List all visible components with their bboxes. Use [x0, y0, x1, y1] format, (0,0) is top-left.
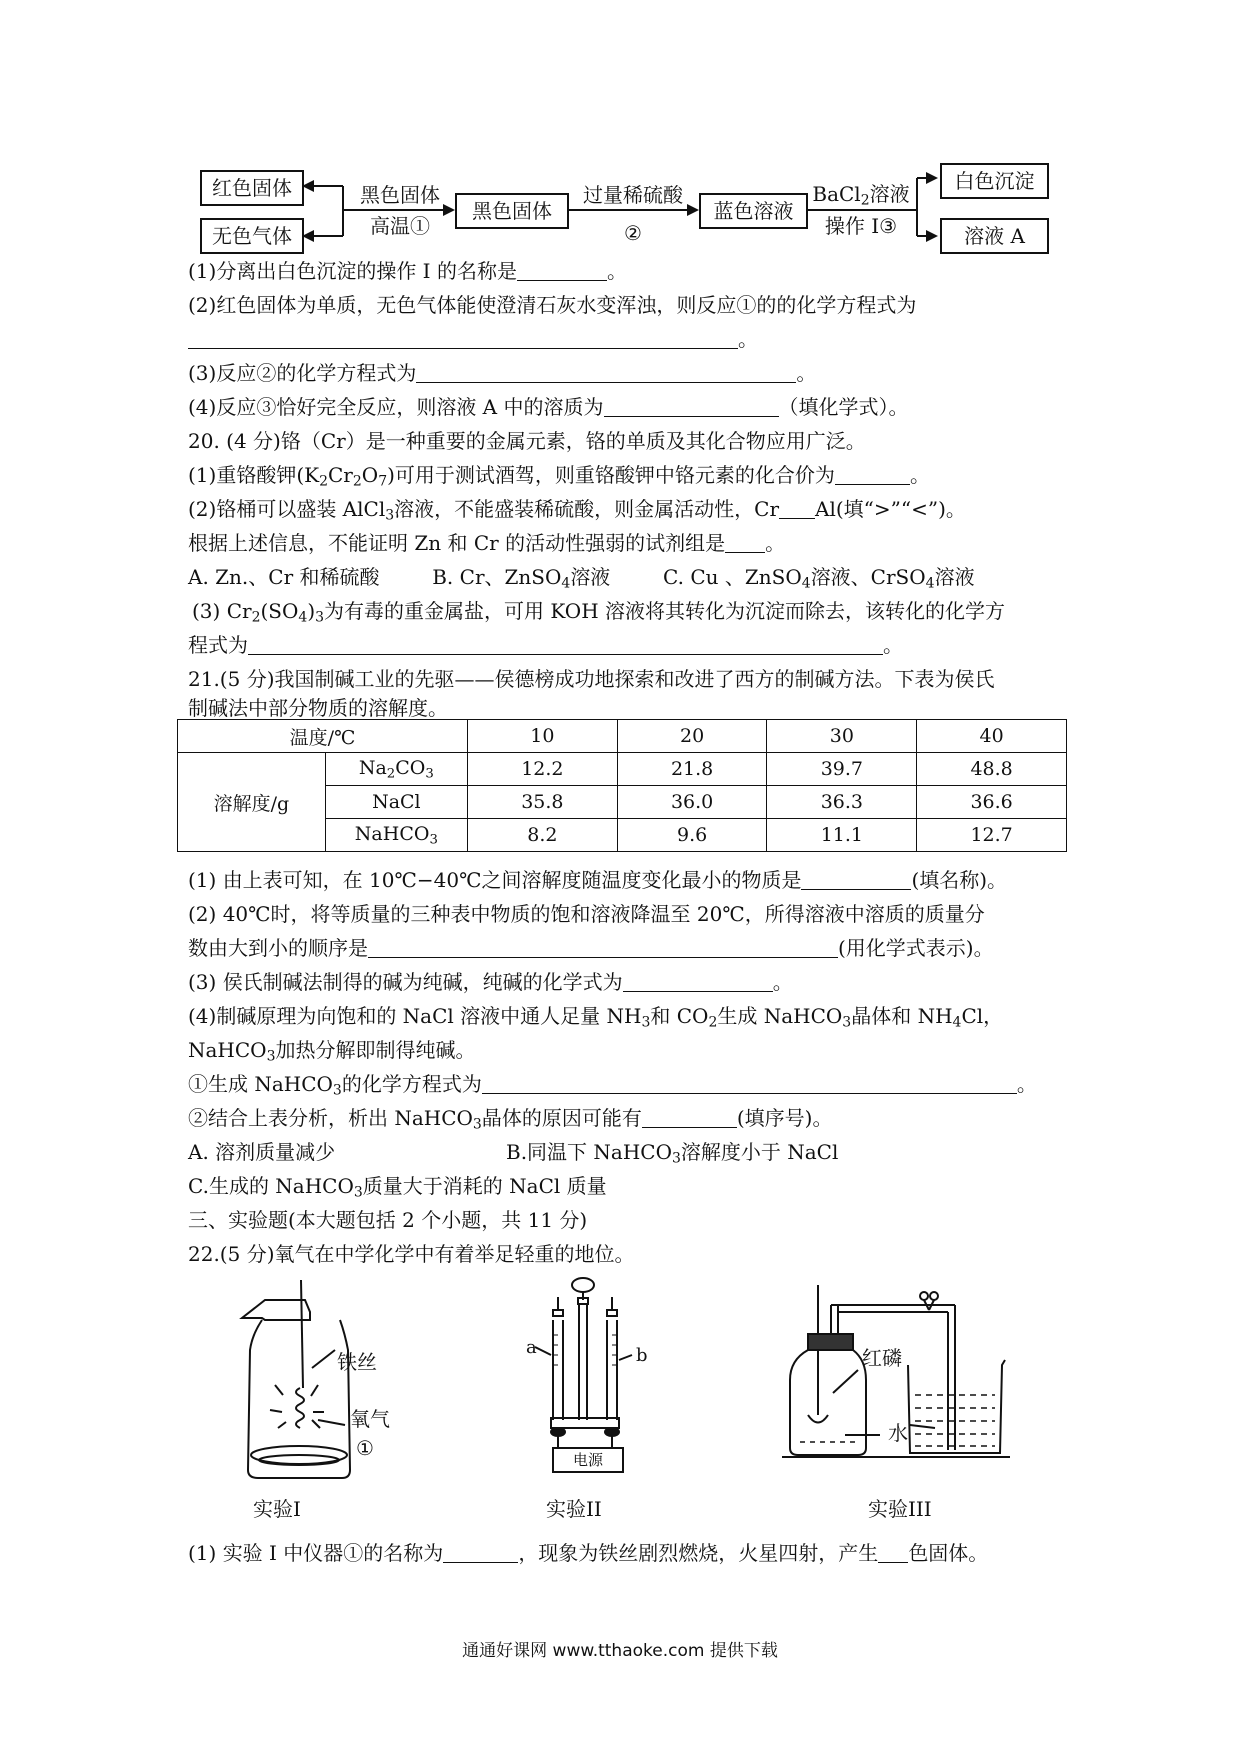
value-cell: 21.8 [617, 753, 767, 786]
q19-p2-blank[interactable] [188, 328, 738, 349]
q21-option-b-sub: 3 [671, 1150, 681, 1167]
q20-p1-sub2b: 2 [352, 473, 362, 490]
section-3-text: 三、实验题(本大题包括 2 个小题，共 11 分) [188, 1208, 588, 1232]
high-temp-label: 高温① [370, 214, 430, 238]
value-cell: 36.3 [767, 786, 917, 819]
q20-option-c-c: 溶液 [934, 565, 975, 589]
q20-p3-end: 。 [883, 633, 903, 657]
q21-p2-line2 [188, 934, 994, 962]
q20-p2a: (2)铬桶可以盛装 AlCl [188, 497, 386, 521]
exp3-phosphorus-label: 红磷 [862, 1346, 902, 1370]
q21-p3-text: (3) 侯氏制碱法制得的碱为纯碱，纯碱的化学式为 [188, 970, 623, 994]
red-solid-box: 红色固体 [200, 170, 304, 206]
black-solid-label: 黑色固体 [360, 183, 440, 207]
exp1-oxygen-label: 氧气 [350, 1407, 390, 1431]
exp2-label-b: b [636, 1345, 648, 1366]
q20-p2-line2-end: 。 [765, 531, 786, 555]
q21-p4-sub1: 3 [641, 1014, 651, 1031]
q21-p4 [188, 1002, 1003, 1037]
bacl2-text: BaCl [812, 182, 861, 206]
value-cell: 39.7 [767, 753, 917, 786]
q19-p1-text: (1)分离出白色沉淀的操作 I 的名称是 [188, 259, 517, 283]
q20-p1-end: 。 [909, 463, 930, 487]
exp2-label-a: a [526, 1337, 537, 1358]
q20-p1 [188, 461, 930, 496]
q21-p4-q2-end: (填序号)。 [736, 1106, 833, 1130]
q20-option-b-sub: 4 [561, 575, 571, 592]
q20-p2c: Al(填“>”“<”)。 [815, 497, 966, 521]
q20-option-c-a: C. Cu 、ZnSO [663, 565, 802, 589]
q21-p3-blank[interactable] [623, 971, 773, 992]
q21-p4c: 生成 NaHCO [717, 1004, 843, 1028]
q21-p4-q1-sub: 3 [332, 1082, 342, 1099]
q21-p4-line2a: NaHCO [188, 1038, 267, 1062]
q21-title2-text: 制碱法中部分物质的溶解度。 [188, 696, 448, 720]
q21-p4-q2-sub: 3 [472, 1116, 482, 1133]
substance-cell: NaCl [325, 786, 467, 819]
q21-p4-line2-sub: 3 [266, 1048, 276, 1065]
op3-label: 操作 I③ [824, 214, 898, 238]
q20-p3-sub4: 4 [298, 609, 308, 626]
value-cell: 35.8 [468, 786, 618, 819]
q19-p2 [188, 291, 916, 319]
q21-title2 [188, 694, 448, 722]
q21-p4-sub3: 3 [842, 1014, 852, 1031]
bacl2-suffix: 溶液 [869, 182, 910, 206]
q21-p4-q2-blank[interactable] [642, 1107, 737, 1128]
value-cell: 36.6 [917, 786, 1067, 819]
temp-cell: 20 [617, 720, 767, 753]
q20-p3 [192, 597, 1005, 632]
section-3-heading [188, 1206, 587, 1234]
q19-p3-end: 。 [796, 361, 817, 385]
q19-p1 [188, 257, 627, 285]
q20-p2-line2-blank[interactable] [725, 532, 765, 553]
bacl2-sub: 2 [860, 192, 870, 209]
excess-acid-label: 过量稀硫酸 [583, 183, 683, 207]
q21-p1-blank[interactable] [801, 869, 911, 890]
table-header-row [178, 720, 1067, 753]
black-solid-box: 黑色固体 [455, 193, 569, 229]
q20-p1-sub7: 7 [378, 473, 388, 490]
q19-p2-end: 。 [738, 327, 758, 351]
q19-p4-end: （填化学式）。 [778, 395, 909, 419]
q20-p1c: O [361, 463, 379, 487]
exp3-caption: 实验III [868, 1497, 932, 1521]
colorless-gas-box: 无色气体 [200, 218, 304, 254]
step2-label: ② [624, 221, 642, 245]
q22-p1 [188, 1539, 988, 1567]
exp3-water-label: 水 [888, 1421, 908, 1445]
q21-p4-q1 [188, 1070, 1037, 1105]
q21-p4-q2a: ②结合上表分析，析出 NaHCO [188, 1106, 473, 1130]
q21-p4-q1b: 的化学方程式为 [341, 1072, 482, 1096]
q21-title-text: 21.(5 分)我国制碱工业的先驱——侯德榜成功地探索和改进了西方的制碱方法。下表为侯氏 [188, 667, 995, 691]
q20-p1-blank[interactable] [835, 464, 910, 485]
q22-p1-blank1[interactable] [443, 1542, 518, 1563]
value-cell: 48.8 [917, 753, 1067, 786]
q22-p1-blank2[interactable] [878, 1542, 908, 1563]
temp-header-cell: 温度/℃ [178, 720, 468, 753]
exp1-bottle-drawing [242, 1280, 350, 1478]
temp-cell: 40 [917, 720, 1067, 753]
solubility-label-cell: 溶解度/g [178, 753, 326, 852]
q22-p1-mid: ，现象为铁丝剧烈燃烧，火星四射，产生 [518, 1541, 879, 1565]
q20-p3-sub3: 3 [315, 609, 325, 626]
q20-p2-line2 [188, 529, 785, 557]
temp-cell: 10 [468, 720, 618, 753]
q22-title-text: 22.(5 分)氧气在中学化学中有着举足轻重的地位。 [188, 1242, 635, 1266]
q20-p2-sub3: 3 [385, 507, 395, 524]
q21-options-ab [188, 1138, 838, 1173]
exp2-caption: 实验II [546, 1497, 602, 1521]
q21-p2 [188, 900, 985, 928]
q20-p3-sub2: 2 [251, 609, 261, 626]
q22-p1-text: (1) 实验 I 中仪器①的名称为 [188, 1541, 444, 1565]
temp-cell: 30 [767, 720, 917, 753]
q21-p4-q1-blank[interactable] [482, 1073, 1017, 1094]
page-footer: 通通好课网 www.tthaoke.com 提供下载 [462, 1641, 778, 1661]
q20-title-text: 20. (4 分)铬（Cr）是一种重要的金属元素，铬的单质及其化合物应用广泛。 [188, 429, 866, 453]
q20-options [188, 563, 975, 598]
exp1-number-label: ① [356, 1436, 374, 1460]
q21-p4b: 和 CO [650, 1004, 709, 1028]
q20-p3-blank[interactable] [248, 634, 883, 655]
q20-p2-blank[interactable] [779, 498, 815, 519]
q21-option-c-b: 质量大于消耗的 NaCl 质量 [362, 1174, 607, 1198]
q20-p3d: 为有毒的重金属盐，可用 KOH 溶液将其转化为沉淀而除去，该转化的化学方 [324, 599, 1006, 623]
value-cell: 36.0 [617, 786, 767, 819]
q21-p2-end: (用化学式表示)。 [838, 936, 994, 960]
value-cell: 9.6 [617, 819, 767, 852]
value-cell: 8.2 [468, 819, 618, 852]
q21-p2-blank[interactable] [368, 937, 838, 958]
q21-option-c [188, 1172, 607, 1207]
q21-p4-q2 [188, 1104, 832, 1139]
q19-p1-blank[interactable] [517, 260, 607, 281]
q19-p3 [188, 359, 816, 387]
substance-cell: NaHCO$_3$ [325, 819, 467, 852]
q20-option-b-b: 溶液 [570, 565, 611, 589]
q20-option-c [663, 565, 975, 592]
q22-p1-end: 色固体。 [908, 1541, 989, 1565]
q21-p4e: Cl， [961, 1004, 1004, 1028]
q20-option-b-a: B. Cr、ZnSO [432, 565, 562, 589]
q20-p1b: Cr [328, 463, 353, 487]
bacl2-label [806, 182, 916, 213]
q20-p3-line2 [188, 631, 903, 659]
value-cell: 11.1 [767, 819, 917, 852]
value-cell: 12.2 [468, 753, 618, 786]
q21-p4-sub2: 2 [708, 1014, 718, 1031]
q21-option-c-sub: 3 [353, 1184, 363, 1201]
q20-option-c-sub1: 4 [801, 575, 811, 592]
q21-option-a: A. 溶剂质量减少 [188, 1140, 336, 1164]
q20-p3-line2-text: 程式为 [188, 633, 248, 657]
q21-title [188, 665, 995, 693]
substance-cell: $Na_2CO_3$ [325, 753, 467, 786]
blue-solution-box: 蓝色溶液 [699, 193, 808, 229]
q21-option-b-b: 溶解度小于 NaCl [680, 1140, 839, 1164]
q20-option-b [432, 565, 611, 592]
q20-p2-line2-text: 根据上述信息，不能证明 Zn 和 Cr 的活动性强弱的试剂组是 [188, 531, 726, 555]
q20-p1a: (1)重铬酸钾(K [188, 463, 320, 487]
q21-p3-end: 。 [772, 970, 793, 994]
q20-p1d: )可用于测试酒驾，则重铬酸钾中铬元素的化合价为 [387, 463, 835, 487]
q20-option-c-sub2: 4 [925, 575, 935, 592]
q21-p4-q2b: 晶体的原因可能有 [481, 1106, 642, 1130]
q19-p4-blank[interactable] [604, 396, 779, 417]
exp1-iron-label: 铁丝 [337, 1350, 377, 1374]
q21-p4d: 晶体和 NH [851, 1004, 953, 1028]
table-row [178, 753, 1067, 786]
q20-p3c: ) [307, 599, 316, 623]
q21-p4-line2 [188, 1036, 476, 1071]
q19-p4-text: (4)反应③恰好完全反应，则溶液 A 中的溶质为 [188, 395, 604, 419]
q19-p2-answer [188, 325, 758, 353]
q19-p4 [188, 393, 909, 421]
value-cell: 12.7 [917, 819, 1067, 852]
q21-p1-text: (1) 由上表可知，在 10℃−40℃之间溶解度随温度变化最小的物质是 [188, 868, 802, 892]
q19-p3-text: (3)反应②的化学方程式为 [188, 361, 417, 385]
q21-p4-sub4: 4 [952, 1014, 962, 1031]
experiment-figures [0, 1260, 1240, 1520]
q21-p3 [188, 968, 793, 996]
q20-p2 [188, 495, 966, 530]
q19-p3-blank[interactable] [416, 362, 796, 383]
q21-p4a: (4)制碱原理为向饱和的 NaCl 溶液中通人足量 NH [188, 1004, 642, 1028]
q20-title [188, 427, 866, 455]
q21-option-c-a: C.生成的 NaHCO [188, 1174, 354, 1198]
q21-p2-line2-text: 数由大到小的顺序是 [188, 936, 368, 960]
q20-option-a: A. Zn.、Cr 和稀硫酸 [188, 565, 380, 589]
exp2-apparatus-drawing [535, 1278, 632, 1472]
solubility-table [177, 719, 1067, 852]
q21-p4-line2b: 加热分解即制得纯碱。 [275, 1038, 476, 1062]
q19-p1-end: 。 [606, 259, 627, 283]
q21-option-b-a: B.同温下 NaHCO [506, 1140, 672, 1164]
q19-p2-text: (2)红色固体为单质，无色气体能使澄清石灰水变浑浊，则反应①的的化学方程式为 [188, 293, 917, 317]
q20-p1-sub2: 2 [319, 473, 328, 490]
q20-p2b: 溶液，不能盛装稀硫酸，则金属活动性，Cr [394, 497, 780, 521]
exp2-power-label: 电源 [572, 1451, 603, 1469]
q21-p2-text: (2) 40℃时，将等质量的三种表中物质的饱和溶液降温至 20℃，所得溶液中溶质的质量分 [188, 902, 985, 926]
q21-p1 [188, 866, 1007, 894]
q20-option-c-b: 溶液、CrSO [810, 565, 926, 589]
q21-p4-q1a: ①生成 NaHCO [188, 1072, 333, 1096]
exp1-caption: 实验I [253, 1497, 301, 1521]
q20-p3a: (3) Cr [192, 599, 252, 623]
q21-p1-end: (填名称)。 [911, 868, 1008, 892]
white-ppt-box: 白色沉淀 [940, 163, 1049, 199]
q21-p4-q1-end: 。 [1016, 1072, 1037, 1096]
q20-p3b: (SO [260, 599, 299, 623]
solution-a-box: 溶液 A [940, 218, 1049, 254]
